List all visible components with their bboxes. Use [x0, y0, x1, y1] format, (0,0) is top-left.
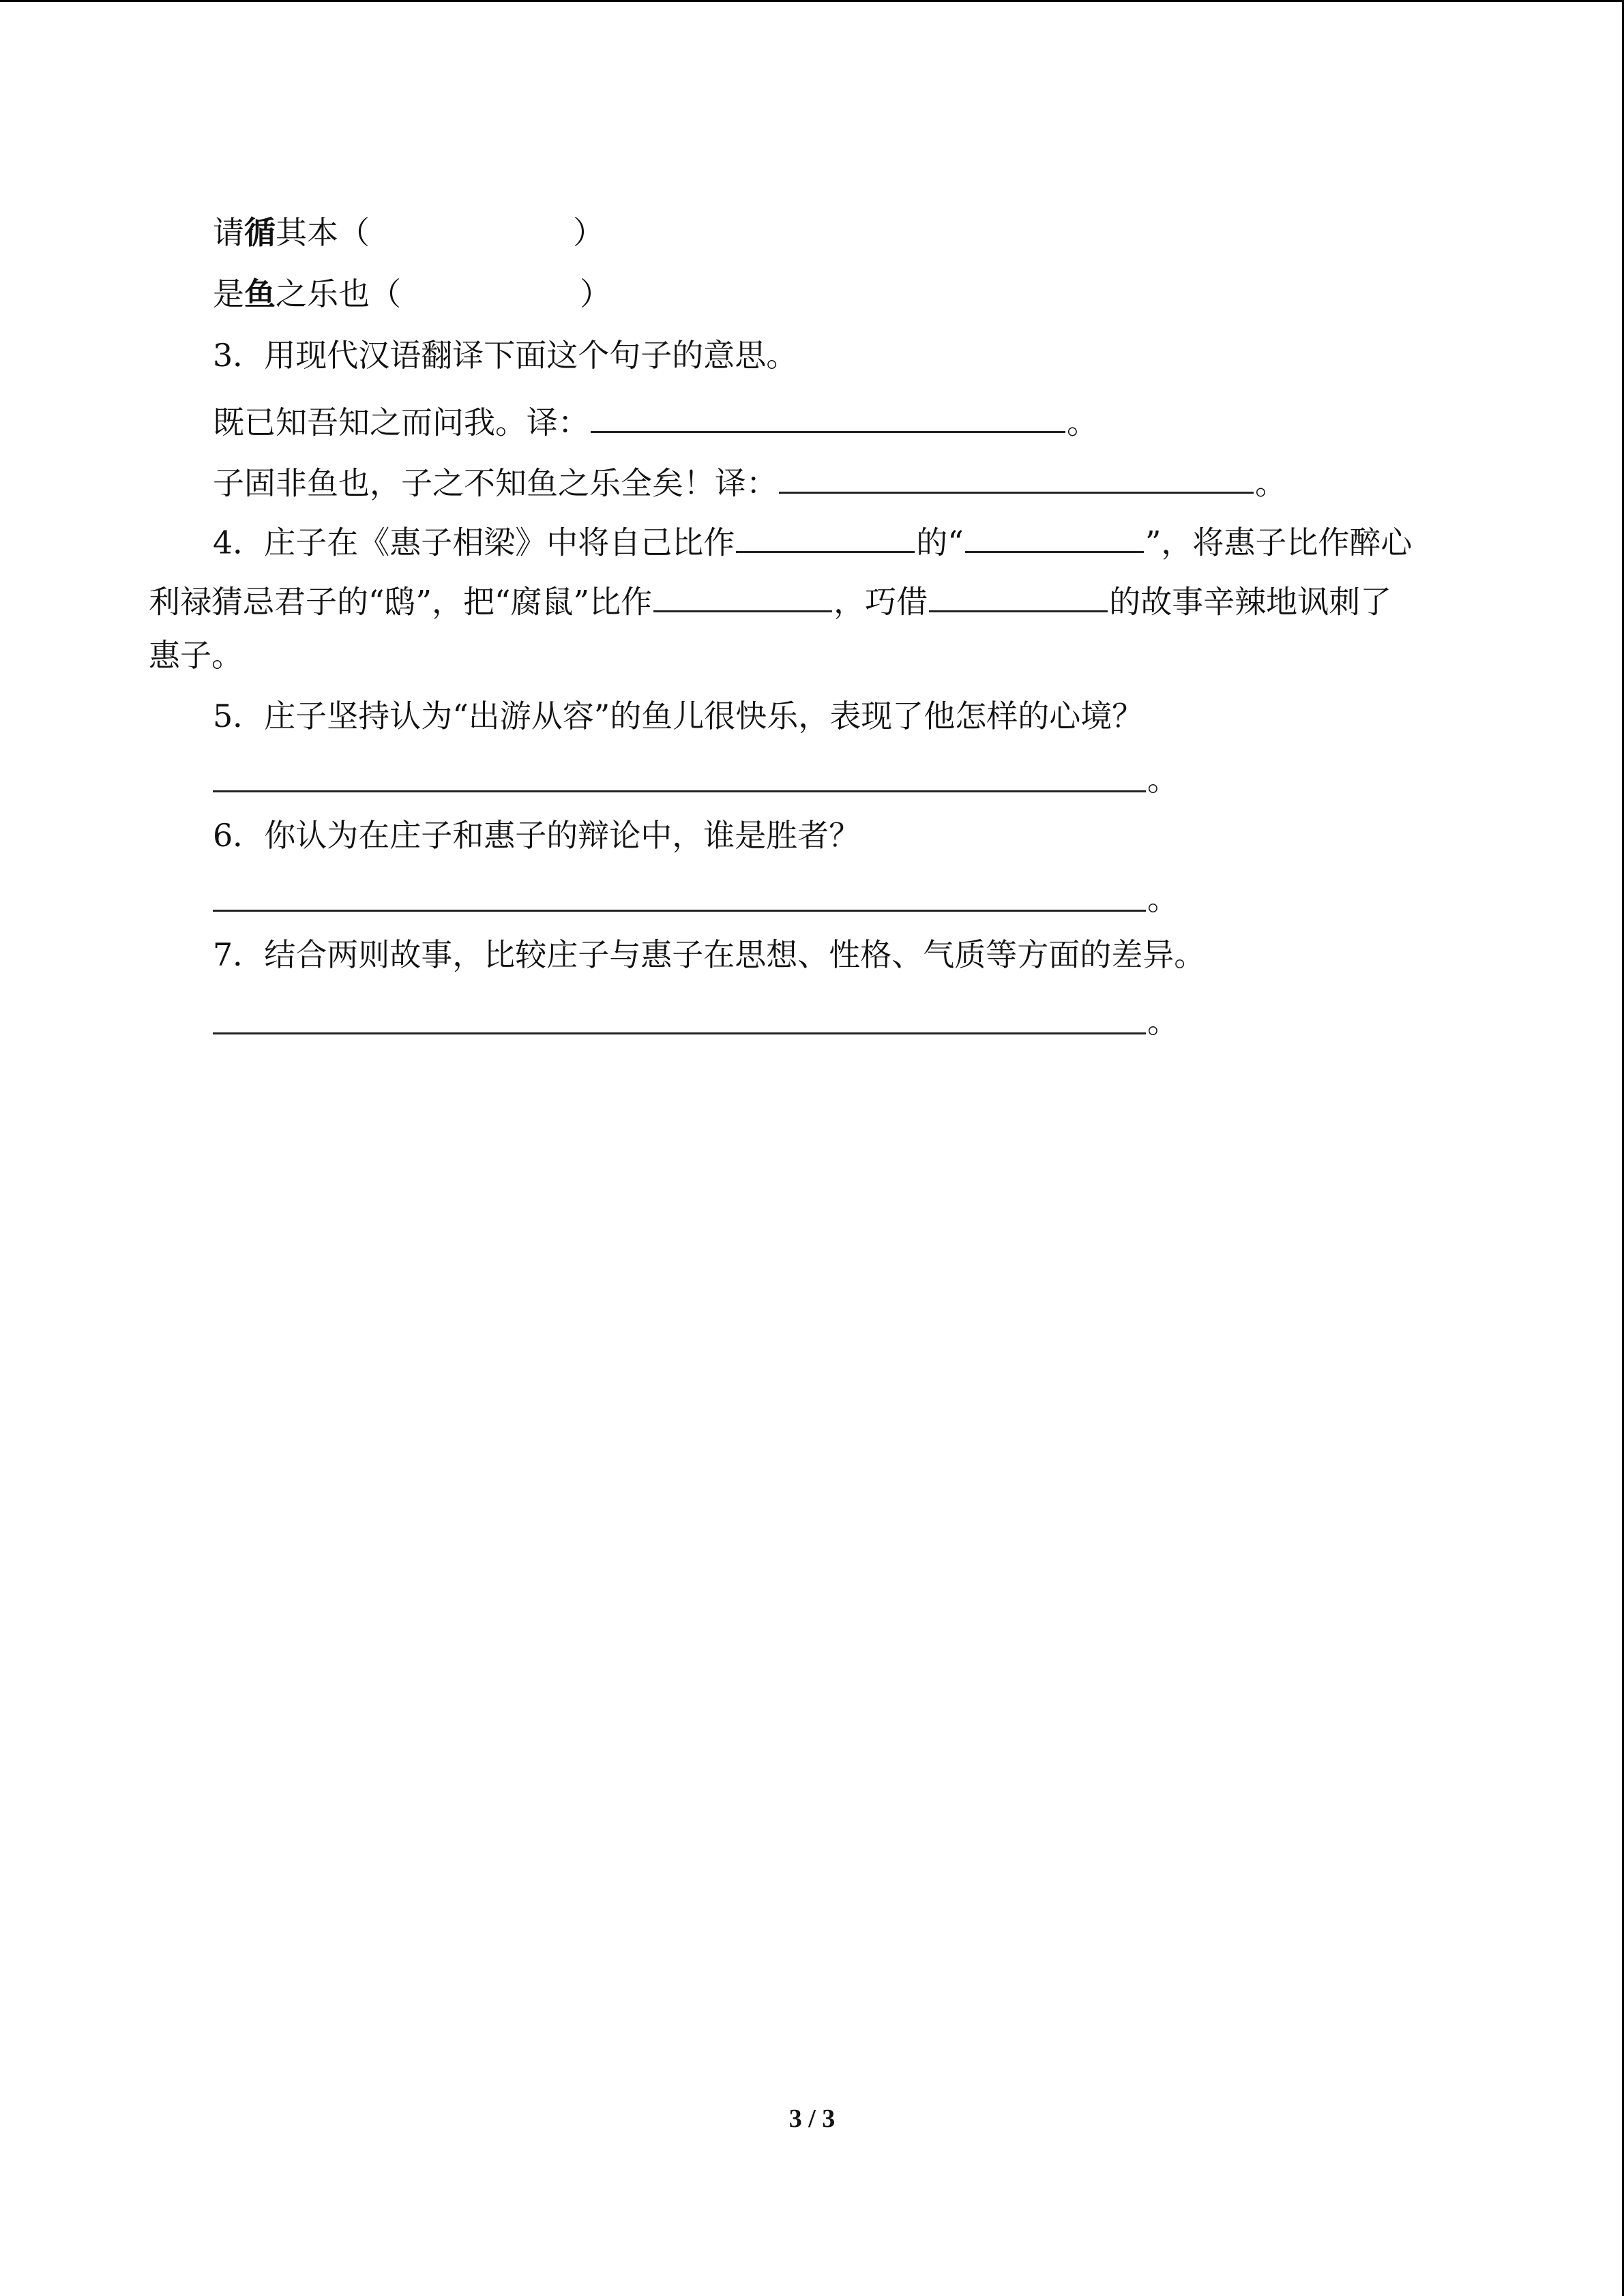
translation-blank[interactable]: [591, 398, 1065, 433]
answer-end-6: 。: [1147, 880, 1179, 917]
text: ，巧借: [833, 583, 928, 621]
bold-word: 鱼: [244, 275, 276, 312]
question-6: 6．你认为在庄子和惠子的辩论中，谁是胜者？: [213, 817, 861, 854]
line-xun-qi-ben: [213, 214, 604, 252]
top-border: [0, 0, 1624, 2]
text: 利禄猜忌君子的“鸱”，把“腐鼠”比作: [149, 583, 653, 621]
answer-line-7[interactable]: [213, 1032, 1146, 1034]
blank-4[interactable]: [929, 578, 1108, 612]
text-prefix: 是: [213, 275, 244, 312]
question-4-line2: [149, 578, 1391, 621]
period: 。: [1255, 464, 1286, 502]
text-prefix: 请: [213, 214, 244, 251]
sentence-text: 既已知吾知之而问我。译：: [213, 404, 589, 441]
text-suffix: 其本（: [276, 214, 370, 251]
text: 的“: [916, 524, 964, 561]
text: 4．庄子在《惠子相梁》中将自己比作: [213, 524, 735, 561]
blank-3[interactable]: [653, 578, 832, 612]
line-yu-zhi-le: [213, 275, 611, 313]
question-5: 5．庄子坚持认为“出游从容”的鱼儿很快乐，表现了他怎样的心境？: [213, 698, 1144, 734]
blank-1[interactable]: [736, 518, 915, 553]
question-3b: [213, 459, 1286, 502]
text: 的故事辛辣地讽刺了: [1109, 583, 1392, 621]
question-4-line1: [213, 518, 1412, 561]
close-paren: ）: [573, 214, 604, 251]
text-suffix: 之乐也（: [276, 275, 401, 312]
blank-2[interactable]: [965, 518, 1144, 553]
close-paren: ）: [580, 275, 611, 312]
bold-word: 循: [244, 214, 276, 251]
answer-end-7: 。: [1147, 1003, 1179, 1040]
translation-blank[interactable]: [779, 459, 1254, 494]
question-3: 3．用现代汉语翻译下面这个句子的意思。: [213, 337, 798, 374]
page-number: 3 / 3: [788, 2104, 836, 2133]
answer-line-5[interactable]: [213, 790, 1146, 792]
answer-end-5: 。: [1147, 761, 1179, 798]
answer-line-6[interactable]: [213, 910, 1146, 912]
period: 。: [1067, 404, 1098, 441]
text: ”，将惠子比作醉心: [1145, 524, 1413, 561]
question-4-line3: 惠子。: [149, 637, 243, 674]
question-3a: [213, 398, 1098, 441]
question-7: 7．结合两则故事，比较庄子与惠子在思想、性格、气质等方面的差异。: [213, 936, 1206, 973]
sentence-text: 子固非鱼也，子之不知鱼之乐全矣！译：: [213, 464, 778, 502]
